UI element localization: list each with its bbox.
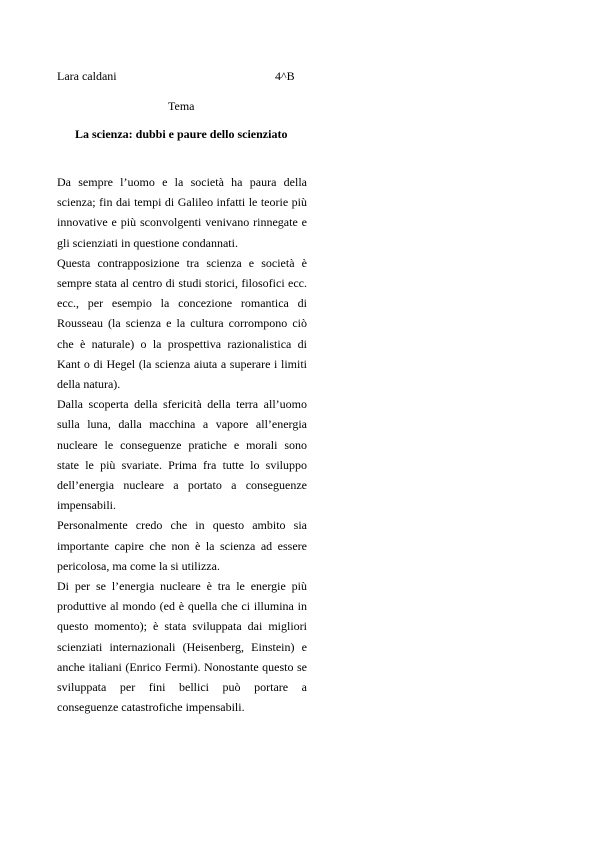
- class-label: 4^B: [275, 69, 295, 83]
- author-name: Lara caldani: [57, 69, 117, 83]
- paragraph: Dalla scoperta della sfericità della terra all’uomo sulla luna, dalla macchina a vapore all’energia nucleare le conseguenze pratiche e morali sono state le più svariate. Prima fra tutte lo sviluppo dell’energia nucleare a portato a conseguenze impensabili.: [57, 397, 307, 513]
- paragraph: Da sempre l’uomo e la società ha paura della scienza; fin dai tempi di Galileo infatti le teorie più innovative e più sconvolgenti venivano rinnegate e gli scienziati in questione condannati.: [57, 175, 307, 250]
- essay-body: [57, 172, 307, 717]
- paragraph: Questa contrapposizione tra scienza e società è sempre stata al centro di studi storici, filosofici ecc. ecc., per esempio la concezione romantica di Rousseau (la scienza e la cultura corrompono ciò che è naturale) o la prospettiva razionalistica di Kant o di Hegel (la scienza aiuta a superare i limiti della natura).: [57, 255, 307, 392]
- paragraph: Personalmente credo che in questo ambito sia importante capire che non è la scienza ad essere pericolosa, ma come la si utilizza.: [57, 518, 307, 573]
- paragraph: Di per se l’energia nucleare è tra le energie più produttive al mondo (ed è quella che ci illumina in questo momento); è stata sviluppata dai migliori scienziati internazionali (Heisenberg, Einstein) e anche italiani (Enrico Fermi). Nonostante questo se sviluppata per fini bellici può portare a conseguenze catastrofiche impensabili.: [57, 579, 307, 715]
- document-type-label: Tema: [168, 99, 195, 113]
- essay-title: La scienza: dubbi e paure dello scienziato: [75, 127, 288, 141]
